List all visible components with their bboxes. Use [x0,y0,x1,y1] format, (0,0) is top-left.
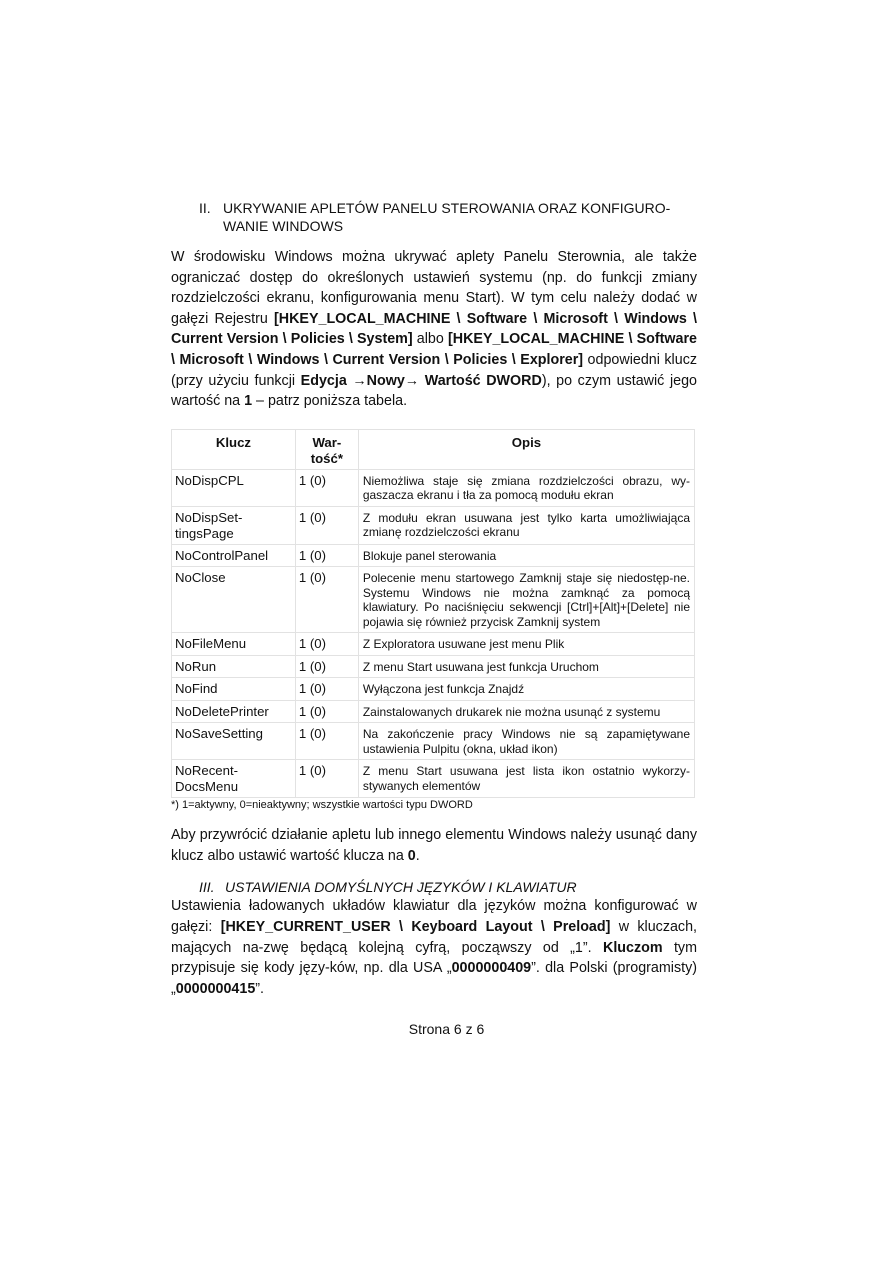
table-row [172,655,695,678]
intro-paragraph [171,247,697,412]
keyboard-paragraph [171,896,697,999]
value-cell: 1 (0) [295,760,358,798]
key-cell: NoRun [172,655,296,678]
registry-path-explorer: [HKEY_LOCAL_MACHINE \ Software \ Microsoft \ Windows \ Current Version \ Policies \ Explorer] [171,331,697,368]
section-3-number: III. [199,879,215,896]
intro-text-3: odpowiedni klucz (przy użyciu funkcji [171,351,697,389]
description-cell: Z Exploratora usuwane jest menu Plik [358,633,694,656]
table-row [172,723,695,760]
table-row [172,469,695,506]
description-cell: Niemożliwa staje się zmiana rozdzielczości obrazu, wy-gaszacza ekranu i tła za pomocą modułu ekran [358,469,694,506]
intro-text-5: – patrz poniższa tabela. [252,393,408,410]
value-cell: 1 (0) [295,544,358,567]
key-cell: NoDispCPL [172,469,296,506]
value-cell: 1 (0) [295,469,358,506]
table-row [172,760,695,798]
keyboard-text-3: tym przypisuje się kody języ-ków, np. dla USA „ [171,939,697,977]
keyboard-text-1: Ustawienia ładowanych układów klawiatur dla języków można konfigurować w gałęzi: [171,898,697,936]
description-cell: Polecenie menu startowego Zamknij staje się niedostęp-ne. Systemu Windows nie można zamknąć za pomocą klawiatury. Po naciśnięciu sekwencji [Ctrl]+[Alt]+[Delete] nie pojawia się również przycisk Zamknij system [358,567,694,633]
key-cell: NoRecent-DocsMenu [172,760,296,798]
value-zero: 0 [407,847,416,864]
table-row [172,678,695,701]
section-3-title: USTAWIENIA DOMYŚLNYCH JĘZYKÓW I KLAWIATUR [225,879,577,896]
key-cell: NoSaveSetting [172,723,296,760]
table-row [172,567,695,633]
description-cell: Z menu Start usuwana jest funkcja Uruchom [358,655,694,678]
keyboard-text-2: w kluczach, mających na-zwę będącą kolejną cyfrą, począwszy od „1”. [171,919,697,956]
registry-path-system: [HKEY_LOCAL_MACHINE \ Software \ Microsoft \ Windows \ Current Version \ Policies \ System] [171,310,698,348]
key-cell: NoFind [172,678,296,701]
value-cell: 1 (0) [295,655,358,678]
header-wartosc: War-tość* [295,429,358,469]
intro-text-2: albo [412,331,448,348]
description-cell: Blokuje panel sterowania [358,544,694,567]
page-content [171,199,697,999]
table-header-row [172,429,695,469]
value-cell: 1 (0) [295,723,358,760]
restore-text-1: Aby przywrócić działanie apletu lub innego elementu Windows należy usunąć dany klucz albo ustawić wartość klucza na [171,827,697,864]
section-2-heading [199,199,697,235]
description-cell: Zainstalowanych drukarek nie można usunąć z systemu [358,700,694,723]
value-cell: 1 (0) [295,633,358,656]
code-usa: 0000000409 [451,960,532,977]
key-cell: NoDeletePrinter [172,700,296,723]
description-cell: Z modułu ekran usuwana jest tylko karta umożliwiająca zmianę rozdzielczości ekranu [358,506,694,544]
intro-text-1: W środowisku Windows można ukrywać aplety Panelu Sterownia, ale także ograniczać dostęp do określonych ustawień systemu (np. do funkcji zmiany rozdzielczości ekranu, konfigurowania menu Start). W tym celu należy dodać w gałęzi Rejestru [171,249,697,327]
value-cell: 1 (0) [295,506,358,544]
description-cell: Na zakończenie pracy Windows nie są zapamiętywane ustawienia Pulpitu (okna, układ ikon) [358,723,694,760]
value-cell: 1 (0) [295,700,358,723]
header-opis: Opis [358,429,694,469]
registry-keys-table [171,429,695,799]
restore-paragraph [171,825,697,866]
restore-text-2: . [415,847,420,864]
table-row [172,633,695,656]
key-cell: NoDispSet-tingsPage [172,506,296,544]
description-cell: Wyłączona jest funkcja Znajdź [358,678,694,701]
table-row [172,544,695,567]
value-one: 1 [244,393,253,410]
key-cell: NoControlPanel [172,544,296,567]
table-row [172,700,695,723]
menu-path: Edycja →Nowy→ Wartość DWORD [300,372,542,389]
registry-path-preload: [HKEY_CURRENT_USER \ Keyboard Layout \ Preload] [220,919,611,936]
page-number: Strona 6 z 6 [408,1021,485,1037]
keyboard-text-4: ”. dla Polski (programisty) „ [171,960,697,997]
table-footnote: *) 1=aktywny, 0=nieaktywny; wszystkie wartości typu DWORD [171,799,473,812]
value-cell: 1 (0) [295,567,358,633]
section-2-number: II. [199,200,211,216]
table-row [172,506,695,544]
header-klucz: Klucz [172,429,296,469]
value-cell: 1 (0) [295,678,358,701]
section-3-heading [199,878,697,896]
section-2-title: UKRYWANIE APLETÓW PANELU STEROWANIA ORAZ KONFIGURO-WANIE WINDOWS [223,200,671,234]
description-cell: Z menu Start usuwana jest lista ikon ostatnio wykorzy-stywanych elementów [358,760,694,798]
code-poland: 0000000415 [175,980,256,997]
intro-text-4: ), po czym ustawić jego wartość na [171,372,697,410]
keyboard-text-5: ”. [255,980,265,997]
key-cell: NoFileMenu [172,633,296,656]
key-cell: NoClose [172,567,296,633]
keys-word: Kluczom [603,939,663,956]
